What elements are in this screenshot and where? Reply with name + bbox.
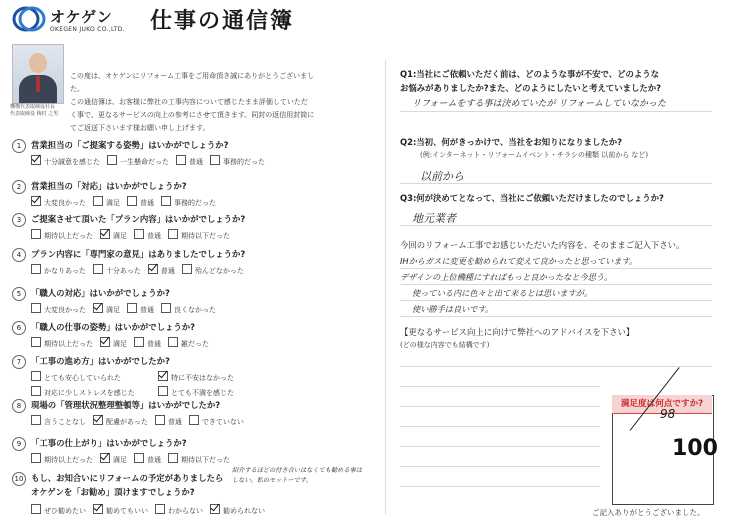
rule-line	[400, 300, 712, 301]
question-options	[31, 229, 237, 241]
option-label: 大変良かった	[44, 199, 86, 207]
option-checkbox[interactable]	[168, 453, 230, 465]
option-checkbox[interactable]	[168, 229, 230, 241]
checkbox-icon[interactable]	[155, 504, 165, 514]
option-label: 期待以上だった	[44, 456, 93, 464]
company-logo-sub: OKEGEN JUKO CO.,LTD.	[50, 26, 125, 33]
question-text: 現場の「管理状況整理整頓等」はいかがでしたか?	[31, 400, 221, 410]
option-label: 普通	[140, 306, 154, 314]
question-number: 4	[12, 248, 26, 262]
question-options	[31, 196, 223, 208]
score-value[interactable]: 98	[660, 407, 676, 421]
checkbox-icon[interactable]	[161, 303, 171, 313]
option-checkbox[interactable]	[100, 229, 127, 241]
question-6	[12, 321, 195, 335]
option-label: 満足	[113, 340, 127, 348]
option-label: 大変良かった	[44, 306, 86, 314]
option-checkbox[interactable]	[158, 371, 278, 383]
option-checkbox[interactable]	[31, 264, 86, 276]
rule-line	[400, 366, 712, 367]
checkbox-icon[interactable]	[31, 371, 41, 381]
checkbox-icon[interactable]	[134, 229, 144, 239]
q3-answer-line	[400, 225, 712, 226]
impressions-line-1[interactable]: IHからガスに変更を勧められて変えて良かったと思っています。	[400, 256, 638, 266]
option-checkbox[interactable]	[93, 415, 148, 427]
option-label: 普通	[167, 418, 182, 426]
q3-label: Q3:何が決めてとなって、当社にご依頼いただけましたのでしょうか?	[400, 193, 664, 203]
question-8	[12, 399, 220, 413]
q2-label: Q2:当初、何がきっかけで、当社をお知りになりましたか?	[400, 137, 622, 147]
option-label: 雑だった	[181, 340, 209, 348]
impressions-line-4[interactable]: 使い勝手は良いです。	[412, 304, 494, 314]
q1-answer-line	[400, 111, 712, 112]
option-checkbox[interactable]	[107, 155, 169, 167]
question-number: 9	[12, 437, 26, 451]
option-label: 期待以下だった	[181, 232, 230, 240]
option-label: 普通	[147, 340, 161, 348]
option-label: 満足	[113, 456, 127, 464]
option-label: 良くなかった	[174, 306, 216, 314]
question-number: 7	[12, 355, 26, 369]
checkbox-icon[interactable]	[93, 303, 103, 313]
question-text: 「工事の仕上がり」はいかがでしょうか?	[31, 438, 187, 448]
checkbox-icon[interactable]	[158, 371, 168, 381]
rule-line	[400, 486, 600, 487]
checkbox-icon[interactable]	[31, 264, 41, 274]
option-label: 満足	[113, 232, 127, 240]
option-label: 満足	[106, 306, 120, 314]
option-checkbox[interactable]	[93, 504, 148, 516]
question-number: 1	[12, 139, 26, 153]
rule-line	[400, 268, 712, 269]
q1-label-2: お悩みがありましたか?また、どのようにしたいと考えていましたか?	[400, 83, 661, 93]
q1-label: Q1:当社にご依頼いただく前は、どのような事が不安で、どのような	[400, 69, 660, 79]
option-label: 配慮があった	[106, 418, 148, 426]
question-options	[31, 371, 285, 398]
question-options	[31, 155, 272, 167]
rule-line	[400, 466, 600, 467]
option-label: 特に不安はなかった	[171, 374, 234, 382]
option-checkbox[interactable]	[182, 264, 244, 276]
option-label: 普通	[160, 267, 175, 275]
checkbox-icon[interactable]	[127, 196, 137, 206]
q2-example: (例:インターネット・リフォームイベント・チラシの種類 以前から など)	[420, 151, 649, 159]
checkbox-icon[interactable]	[107, 155, 117, 165]
option-label: ぜひ勧めたい	[44, 507, 86, 515]
option-checkbox[interactable]	[93, 264, 141, 276]
checkbox-icon[interactable]	[100, 229, 110, 239]
checkbox-icon[interactable]	[168, 229, 178, 239]
checkbox-icon[interactable]	[100, 453, 110, 463]
option-checkbox[interactable]	[31, 337, 93, 349]
question-3	[12, 213, 245, 227]
option-checkbox[interactable]	[134, 229, 161, 241]
question-5	[12, 287, 170, 301]
checkbox-icon[interactable]	[210, 155, 220, 165]
checkbox-icon[interactable]	[31, 196, 41, 206]
checkbox-icon[interactable]	[161, 196, 171, 206]
option-checkbox[interactable]	[100, 453, 127, 465]
checkbox-icon[interactable]	[93, 196, 103, 206]
rule-line	[400, 316, 712, 317]
question-4	[12, 248, 245, 262]
question-number: 2	[12, 180, 26, 194]
checkbox-icon[interactable]	[182, 264, 192, 274]
option-checkbox[interactable]	[31, 155, 100, 167]
rule-line	[400, 284, 712, 285]
checkbox-icon[interactable]	[31, 504, 41, 514]
option-checkbox[interactable]	[127, 196, 154, 208]
checkbox-icon[interactable]	[100, 337, 110, 347]
option-label: とても不満を感じた	[171, 389, 234, 397]
question-7	[12, 355, 170, 369]
impressions-line-2[interactable]: デザインの上位機種にすればもっと良かったなと今思う。	[400, 272, 613, 282]
option-checkbox[interactable]	[176, 155, 203, 167]
option-label: できていない	[201, 418, 244, 426]
option-label: 言うことなし	[44, 418, 86, 426]
question-text: 営業担当の「対応」はいかがでしょうか?	[31, 181, 187, 191]
option-checkbox[interactable]	[31, 504, 86, 516]
question-text: 営業担当の「ご提案する姿勢」はいかがでしょうか?	[31, 140, 229, 150]
checkbox-icon[interactable]	[158, 386, 168, 396]
option-checkbox[interactable]	[93, 196, 120, 208]
option-checkbox[interactable]	[161, 303, 216, 315]
option-checkbox[interactable]	[168, 337, 209, 349]
checkbox-icon[interactable]	[189, 415, 199, 425]
question-number: 3	[12, 213, 26, 227]
question-options	[31, 264, 251, 276]
question-options	[31, 453, 237, 465]
option-label: 普通	[147, 232, 161, 240]
option-label: 事務的だった	[223, 158, 265, 166]
checkbox-icon[interactable]	[127, 303, 137, 313]
score-title: 満足度は何点ですか?	[612, 395, 712, 414]
option-checkbox[interactable]	[155, 415, 182, 427]
option-label: 十分あった	[105, 267, 141, 275]
advice-sub: (どの様な内容でも結構です)	[400, 341, 490, 349]
option-label: 対応に少しストレスを感じた	[44, 389, 135, 397]
option-label: 期待以下だった	[181, 456, 230, 464]
checkbox-icon[interactable]	[134, 453, 144, 463]
checkbox-icon[interactable]	[31, 229, 41, 239]
checkbox-icon[interactable]	[148, 264, 158, 274]
option-label: 普通	[140, 199, 154, 207]
question-number: 8	[12, 399, 26, 413]
q2-answer-line	[400, 183, 712, 184]
thanks-text: ご記入ありがとうございました。	[592, 508, 705, 517]
question-10-handwritten-note[interactable]: 紹介するほどの付き合いはなくても勧める事はしない。私のモットーです。	[232, 467, 362, 484]
option-checkbox[interactable]	[148, 264, 175, 276]
question-number: 5	[12, 287, 26, 301]
option-checkbox[interactable]	[158, 386, 278, 398]
option-checkbox[interactable]	[210, 504, 265, 516]
option-checkbox[interactable]	[155, 504, 203, 516]
checkbox-icon[interactable]	[31, 386, 41, 396]
president-caption: 機構代表取締役社長 代表取締役 梅村 之男	[10, 104, 59, 117]
option-label: 満足	[106, 199, 120, 207]
question-options	[31, 303, 223, 315]
checkbox-icon[interactable]	[134, 337, 144, 347]
option-checkbox[interactable]	[31, 453, 93, 465]
company-logo-icon	[12, 6, 46, 32]
checkbox-icon[interactable]	[31, 155, 41, 165]
option-label: 普通	[147, 456, 161, 464]
q3-answer[interactable]: 地元業者	[412, 212, 456, 225]
checkbox-icon[interactable]	[168, 453, 178, 463]
option-label: 十分誠意を感じた	[44, 158, 100, 166]
option-label: 勧められない	[223, 507, 265, 515]
option-label: 期待以上だった	[44, 340, 93, 348]
rule-line	[400, 406, 600, 407]
q1-answer[interactable]: リフォームをする事は決めていたが リフォームしていなかった	[412, 99, 666, 109]
checkbox-icon[interactable]	[93, 415, 103, 425]
option-label: 殆んどなかった	[194, 267, 244, 275]
option-checkbox[interactable]	[127, 303, 154, 315]
question-text: もし、お知合いにリフォームの予定がありましたら	[31, 473, 224, 483]
rule-line	[400, 386, 600, 387]
question-number: 6	[12, 321, 26, 335]
impressions-line-3[interactable]: 使っている内に色々と出て来るとは思いますが。	[412, 288, 593, 298]
checkbox-icon[interactable]	[31, 453, 41, 463]
checkbox-icon[interactable]	[93, 504, 103, 514]
president-photo	[12, 44, 64, 104]
question-text-2: オケゲンを「お勧め」頂けますでしょうか?	[31, 487, 195, 497]
question-text: 「工事の進め方」はいかがでしたか?	[31, 356, 170, 366]
option-checkbox[interactable]	[189, 415, 244, 427]
option-checkbox[interactable]	[31, 229, 93, 241]
question-text: ご提案させて頂いた「プラン内容」はいかがでしょうか?	[31, 214, 246, 224]
score-max: 100	[672, 436, 718, 461]
option-checkbox[interactable]	[31, 196, 86, 208]
question-options	[31, 337, 216, 349]
option-label: 普通	[189, 158, 203, 166]
q2-answer[interactable]: 以前から	[420, 170, 464, 183]
page-title: 仕事の通信簿	[150, 9, 295, 34]
option-checkbox[interactable]	[210, 155, 265, 167]
option-label: かなりあった	[44, 267, 86, 275]
option-checkbox[interactable]	[161, 196, 216, 208]
question-9	[12, 437, 187, 451]
question-2	[12, 180, 187, 194]
option-label: わからない	[168, 507, 203, 515]
checkbox-icon[interactable]	[31, 303, 41, 313]
question-options	[31, 415, 251, 427]
question-1	[12, 139, 228, 153]
question-text: 「職人の対応」はいかがでしょうか?	[31, 288, 170, 298]
option-checkbox[interactable]	[31, 386, 151, 398]
question-10	[12, 472, 223, 486]
option-checkbox[interactable]	[100, 337, 127, 349]
rule-line	[400, 446, 600, 447]
checkbox-icon[interactable]	[176, 155, 186, 165]
company-logo-name: オケゲン	[50, 8, 113, 26]
checkbox-icon[interactable]	[93, 264, 103, 274]
option-checkbox[interactable]	[31, 371, 151, 383]
option-label: 勧めてもいい	[106, 507, 148, 515]
option-label: とても安心していられた	[44, 374, 121, 382]
question-text: 「職人の仕事の姿勢」はいかがでしょうか?	[31, 322, 195, 332]
option-label: 期待以上だった	[44, 232, 93, 240]
checkbox-icon[interactable]	[31, 415, 41, 425]
option-checkbox[interactable]	[134, 453, 161, 465]
option-checkbox[interactable]	[31, 303, 86, 315]
checkbox-icon[interactable]	[31, 337, 41, 347]
checkbox-icon[interactable]	[168, 337, 178, 347]
option-label: 事務的だった	[174, 199, 216, 207]
checkbox-icon[interactable]	[210, 504, 220, 514]
option-checkbox[interactable]	[134, 337, 161, 349]
rule-line	[400, 426, 600, 427]
column-divider	[385, 60, 386, 515]
question-number: 10	[12, 472, 26, 486]
option-label: 一生懸命だった	[120, 158, 169, 166]
option-checkbox[interactable]	[93, 303, 120, 315]
intro-text: この度は、オケゲンにリフォーム工事をご用命頂き誠にありがとうございました。 この通信簿は、お客様に弊社の工事内容について感じたまま評価していただ く事で、更なるサービスの向上の参考にさせて頂きます。同封の返信用封筒に てご返送下さいます様お願い申し上げます。	[70, 72, 315, 132]
question-options	[31, 504, 272, 516]
impressions-label: 今回のリフォーム工事でお感じいただいた内容を、そのままご記入下さい。	[400, 240, 685, 250]
advice-label: 【更なるサービス向上に向けて弊社へのアドバイスを下さい】	[400, 327, 635, 337]
question-text: プラン内容に「専門家の意見」はありましたでしょうか?	[31, 249, 246, 259]
option-checkbox[interactable]	[31, 415, 86, 427]
checkbox-icon[interactable]	[155, 415, 165, 425]
